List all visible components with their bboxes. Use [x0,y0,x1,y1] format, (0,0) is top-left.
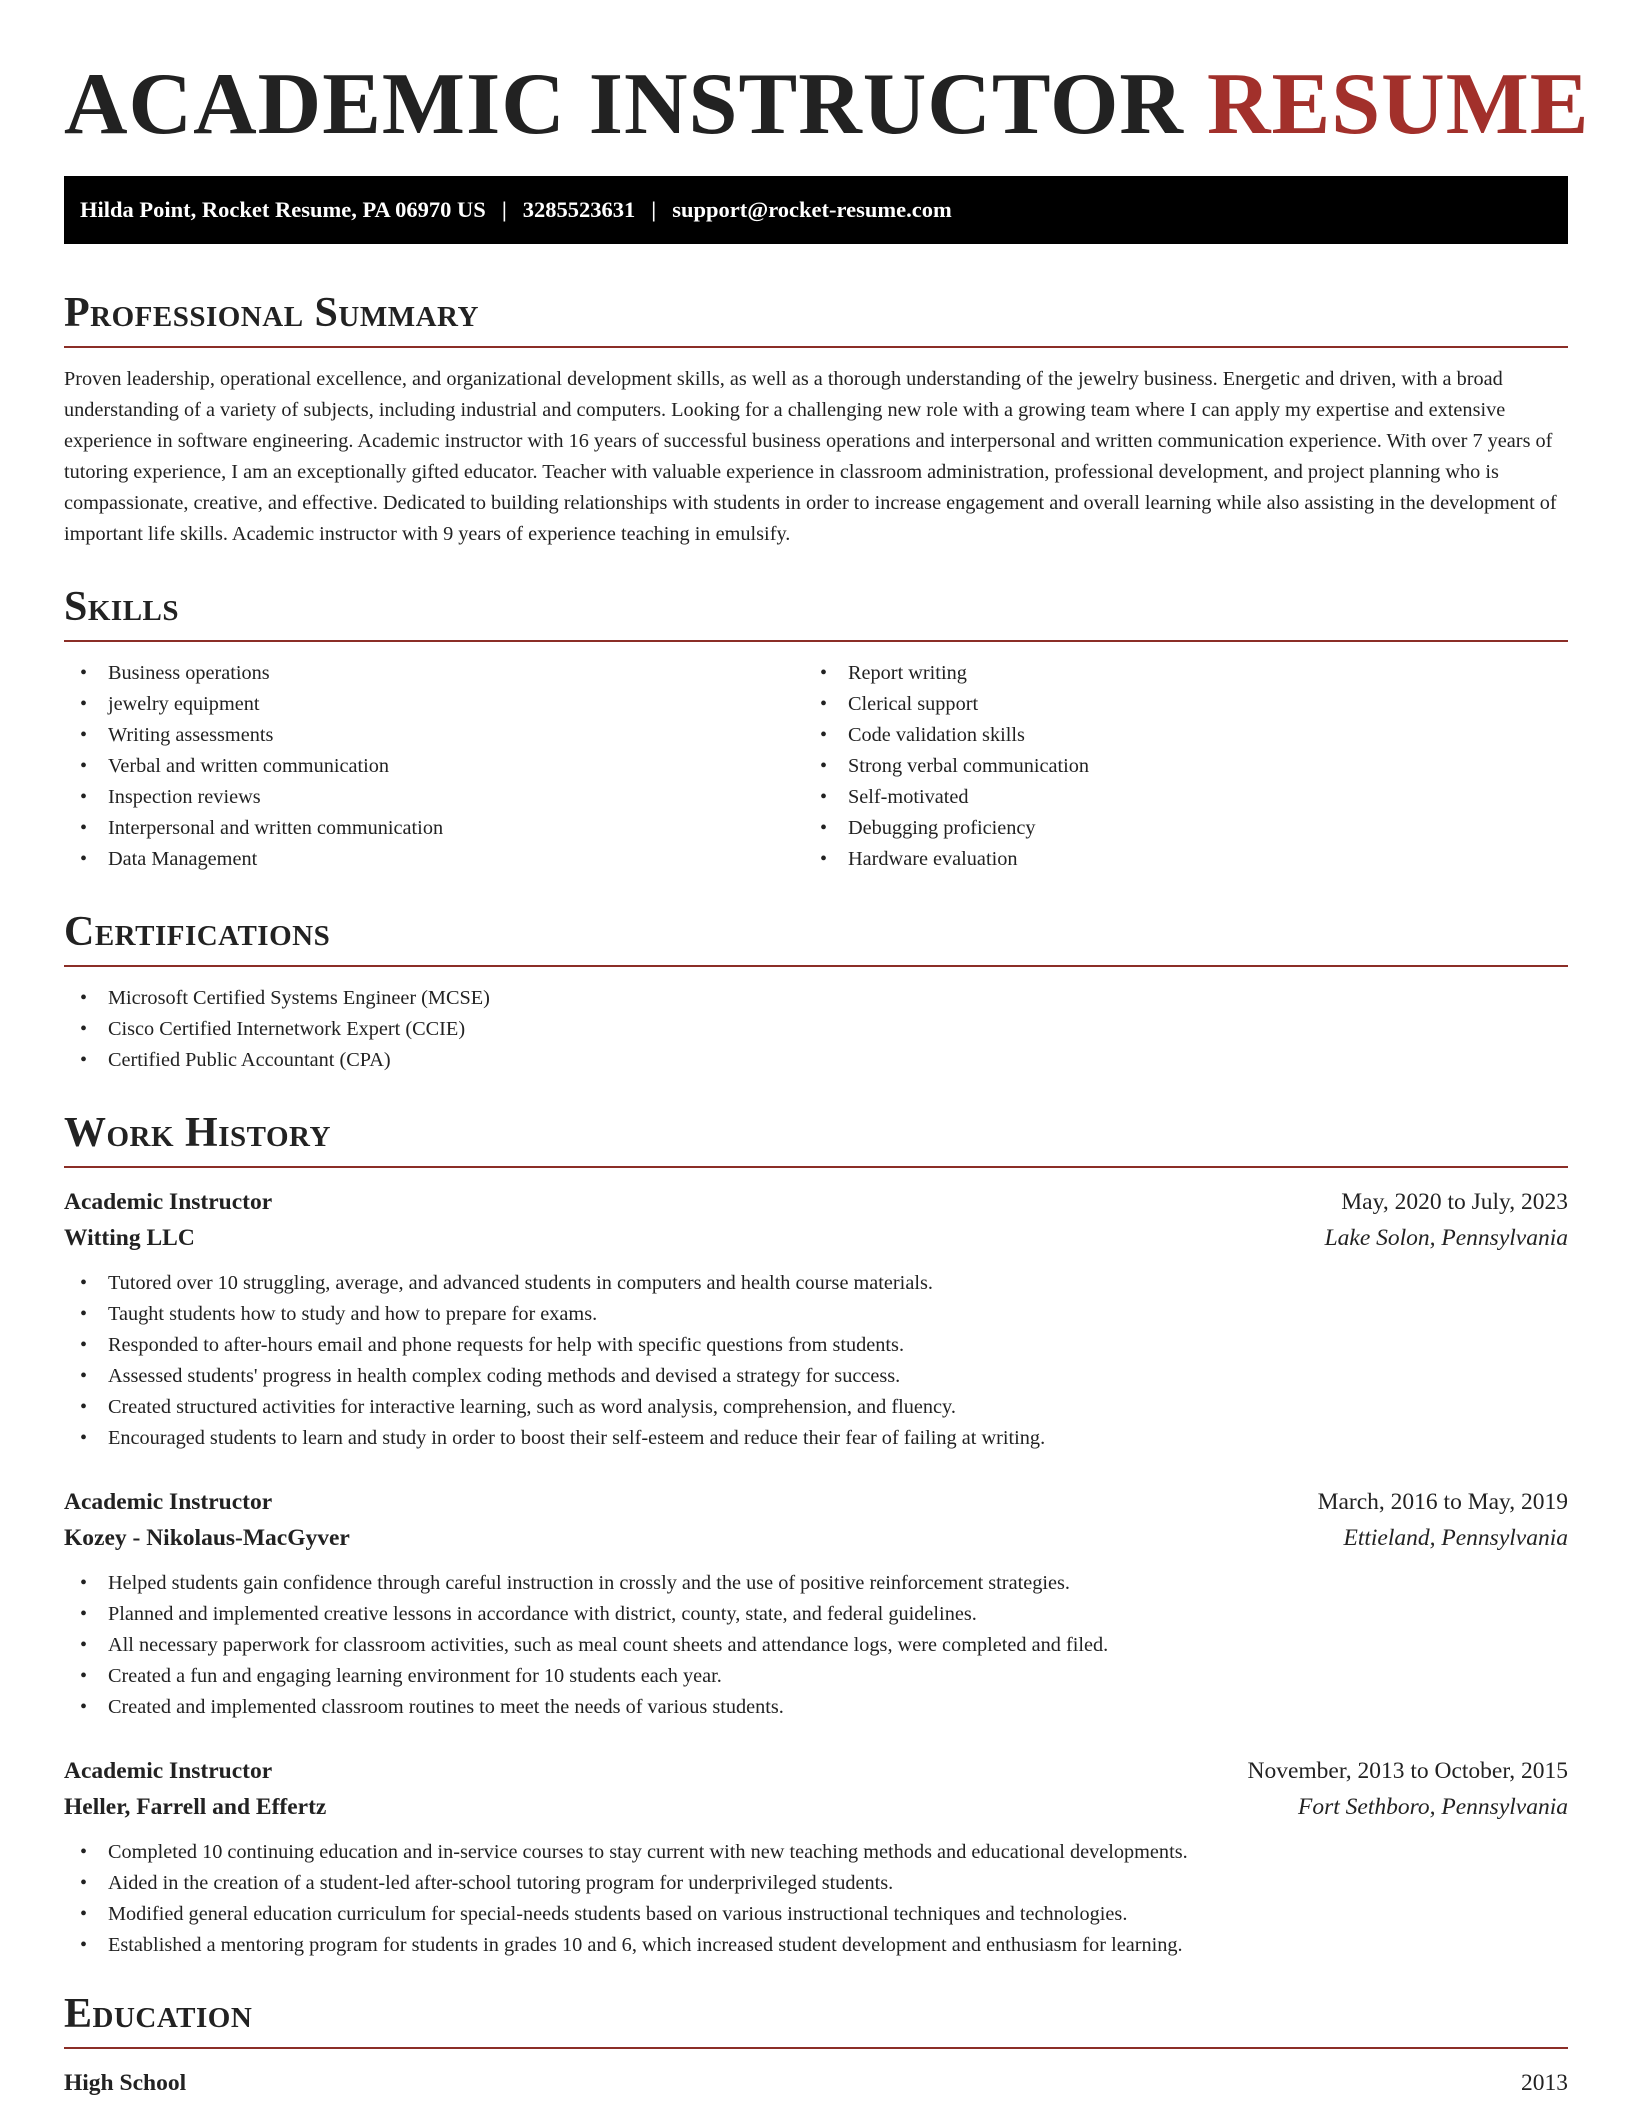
section-divider [64,346,1568,348]
resume-title [64,0,1590,155]
section-divider [64,2047,1568,2049]
job-bullet: • Encouraged students to learn and study in order to boost their self-esteem and reduce their fear of failing at writing. [64,1423,1568,1454]
job-bullet: • Tutored over 10 struggling, average, and advanced students in computers and health course materials. [64,1268,1568,1299]
job-location: Lake Solon, Pennsylvania [1324,1225,1568,1251]
job-bullet: • Responded to after-hours email and phone requests for help with specific questions from students. [64,1330,1568,1361]
education-entry [64,2065,1568,2101]
skill-item: • Inspection reviews [64,782,804,813]
job-company-row [64,1520,1568,1556]
certification-item: • Certified Public Accountant (CPA) [64,1045,1568,1076]
skills-column-left [64,642,804,875]
contact-bar [64,176,1568,244]
skills-heading: Skills [64,584,180,630]
job-dates: March, 2016 to May, 2019 [1317,1489,1568,1515]
contact-phone: 3285523631 [522,197,636,222]
certifications-heading: Certifications [64,909,331,955]
job-bullet: • Taught students how to study and how to prepare for exams. [64,1299,1568,1330]
skill-item: • Report writing [804,658,1544,689]
education-heading: Education [64,1991,253,2037]
education-section [64,1988,1568,2101]
skills-section [64,581,1568,875]
skill-item: • Code validation skills [804,720,1544,751]
job-bullet: • Created structured activities for interactive learning, such as word analysis, comprehension, and fluency. [64,1392,1568,1423]
skill-item: • jewelry equipment [64,689,804,720]
skills-list-right [804,658,1544,875]
job-bullet: • Completed 10 continuing education and in-service courses to stay current with new teaching methods and educational developments. [64,1837,1568,1868]
job-entry [64,1753,1568,1961]
skills-column-right [804,642,1544,875]
skills-grid [64,642,1568,875]
job-location: Ettieland, Pennsylvania [1343,1525,1568,1551]
job-bullets [64,1568,1568,1723]
certifications-list [64,983,1568,1076]
section-divider [64,1166,1568,1168]
job-bullet: • Aided in the creation of a student-led after-school tutoring program for underprivileged students. [64,1868,1568,1899]
skill-item: • Interpersonal and written communication [64,813,804,844]
job-bullet: • Planned and implemented creative lessons in accordance with district, county, state, and federal guidelines. [64,1599,1568,1630]
skills-list-left [64,658,804,875]
skill-item: • Hardware evaluation [804,844,1544,875]
certification-item: • Microsoft Certified Systems Engineer (MCSE) [64,983,1568,1014]
job-bullet: • Created and implemented classroom routines to meet the needs of various students. [64,1692,1568,1723]
job-entry [64,1184,1568,1454]
contact-address: Hilda Point, Rocket Resume, PA 06970 US [80,197,486,222]
work-history-heading: Work History [64,1110,331,1156]
job-company: Kozey - Nikolaus-MacGyver [64,1525,350,1551]
title-main: ACADEMIC INSTRUCTOR [64,56,1184,153]
education-entries [64,2065,1568,2101]
job-bullets [64,1268,1568,1454]
job-bullet: • All necessary paperwork for classroom activities, such as meal count sheets and attendance logs, were completed and filed. [64,1630,1568,1661]
summary-section [64,287,1568,550]
job-company: Witting LLC [64,1225,195,1251]
certifications-section [64,906,1568,1076]
skill-item: • Debugging proficiency [804,813,1544,844]
job-bullet: • Helped students gain confidence through careful instruction in crossly and the use of positive reinforcement strategies. [64,1568,1568,1599]
job-company: Heller, Farrell and Effertz [64,1794,327,1820]
skill-item: • Verbal and written communication [64,751,804,782]
job-header-row [64,1753,1568,1789]
job-company-row [64,1789,1568,1825]
skill-item: • Writing assessments [64,720,804,751]
skill-item: • Data Management [64,844,804,875]
job-bullet: • Established a mentoring program for students in grades 10 and 6, which increased student development and enthusiasm for learning. [64,1930,1568,1961]
job-bullets [64,1837,1568,1961]
job-bullet: • Assessed students' progress in health complex coding methods and devised a strategy for success. [64,1361,1568,1392]
title-accent: RESUME [1206,56,1590,153]
job-header-row [64,1484,1568,1520]
education-year: 2013 [1521,2070,1568,2096]
resume-content [64,0,1590,2101]
contact-email: support@rocket-resume.com [672,197,952,222]
work-history-section [64,1107,1568,1961]
job-location: Fort Sethboro, Pennsylvania [1298,1794,1568,1820]
job-company-row [64,1220,1568,1256]
education-degree: High School [64,2070,187,2096]
skill-item: • Strong verbal communication [804,751,1544,782]
job-header-row [64,1184,1568,1220]
summary-text: Proven leadership, operational excellence, and organizational development skills, as well as a thorough understanding of the jewelry business. Energetic and driven, with a broad understanding of a variety of subjects, including industrial and computers. Looking for a challenging new role with a growing team where I can apply my expertise and extensive experience in software engineering. Academic instructor with 16 years of successful business operations and interpersonal and written communication experience. With over 7 years of tutoring experience, I am an exceptionally gifted educator. Teacher with valuable experience in classroom administration, professional development, and project planning who is compassionate, creative, and effective. Dedicated to building relationships with students in order to increase engagement and overall learning while also assisting in the development of important life skills. Academic instructor with 9 years of experience teaching in emulsify. [64,368,1557,545]
contact-separator: | [501,197,507,222]
job-bullet: • Created a fun and engaging learning environment for 10 students each year. [64,1661,1568,1692]
job-title: Academic Instructor [64,1189,273,1215]
job-entry [64,1484,1568,1723]
skill-item: • Business operations [64,658,804,689]
job-bullet: • Modified general education curriculum for special-needs students based on various instructional techniques and technologies. [64,1899,1568,1930]
jobs-container [64,1184,1568,1961]
job-title: Academic Instructor [64,1758,273,1784]
skill-item: • Self-motivated [804,782,1544,813]
contact-separator: | [651,197,657,222]
job-dates: May, 2020 to July, 2023 [1341,1189,1568,1215]
section-divider [64,965,1568,967]
job-title: Academic Instructor [64,1489,273,1515]
certification-item: • Cisco Certified Internetwork Expert (CCIE) [64,1014,1568,1045]
job-dates: November, 2013 to October, 2015 [1247,1758,1568,1784]
skill-item: • Clerical support [804,689,1544,720]
summary-heading: Professional Summary [64,290,479,336]
